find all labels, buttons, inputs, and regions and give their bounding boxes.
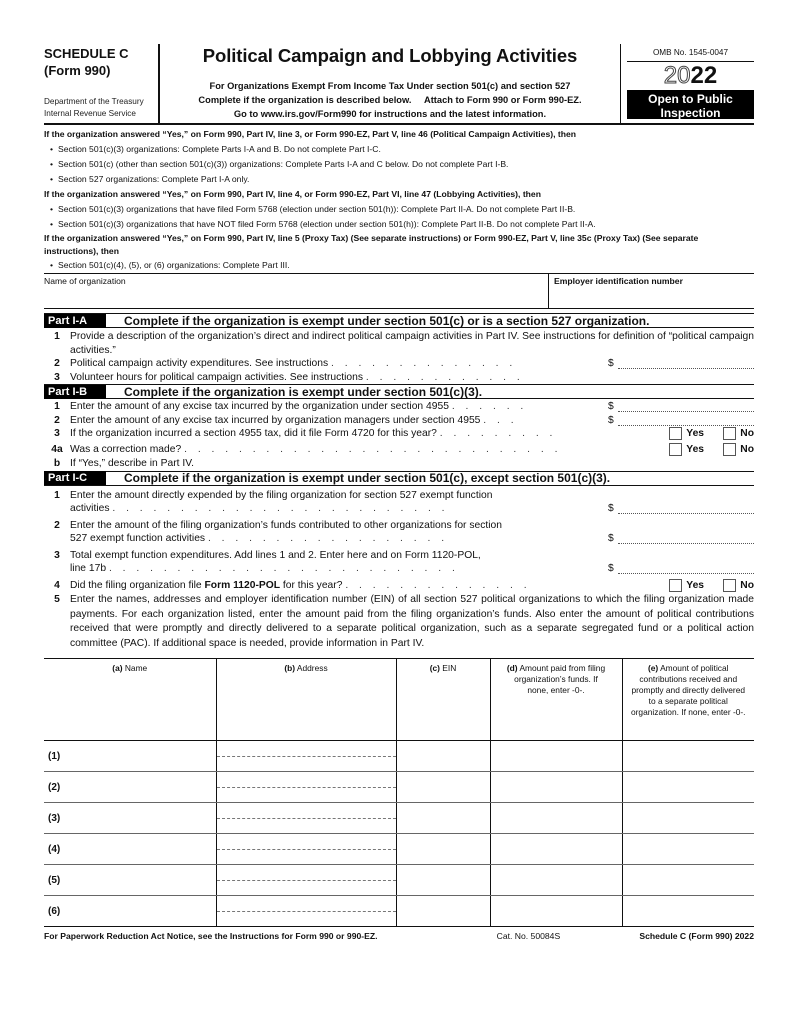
dollar-sign: $ — [608, 533, 614, 544]
part-ib-title: Complete if the organization is exempt under section 501(c)(3). — [124, 384, 483, 399]
dollar-sign: $ — [608, 401, 614, 412]
table-row — [44, 834, 754, 865]
year-outline: 20 — [663, 62, 691, 89]
ein-cell[interactable] — [396, 741, 490, 772]
contributions-cell[interactable] — [622, 896, 754, 927]
amount-input[interactable] — [618, 532, 754, 544]
yes-no-group — [669, 579, 754, 593]
leader-dots: . . . . . . — [451, 401, 528, 412]
no-label: No — [740, 428, 754, 439]
part-ic-line-1 — [44, 489, 754, 516]
no-checkbox[interactable] — [723, 579, 736, 592]
leader-dots: . . . . . . . . . . . . . . — [345, 579, 531, 591]
address-cell[interactable] — [216, 834, 396, 865]
yes-checkbox[interactable] — [669, 427, 682, 440]
part-ic-header — [44, 471, 754, 486]
column-header-ein: (c) EIN — [396, 659, 490, 741]
political-bullet: • Section 501(c) (other than section 501(c)(3)) organizations: Complete Parts I-A and C below. Do not complete Part I-B. — [44, 157, 754, 172]
irs-label: Internal Revenue Service — [44, 109, 136, 118]
omb-block — [620, 44, 754, 123]
amount-field[interactable] — [608, 357, 754, 371]
lobbying-bullet: • Section 501(c)(3) organizations that have NOT filed Form 5768 (election under section 501(h)): Complete Part II-B. Do not complete Part II-A. — [44, 217, 754, 232]
line-text-cont: activities — [70, 503, 110, 514]
hours-field[interactable] — [608, 371, 754, 384]
department-label: Department of the Treasury — [44, 97, 144, 106]
yes-no-group — [669, 443, 754, 457]
no-checkbox[interactable] — [723, 443, 736, 456]
amount-paid-cell[interactable] — [490, 834, 622, 865]
amount-paid-cell[interactable] — [490, 803, 622, 834]
line-text: Did the filing organization file — [70, 579, 205, 591]
part-ia-line-1 — [44, 330, 754, 357]
amount-input[interactable] — [618, 502, 754, 514]
amount-input[interactable] — [618, 414, 754, 426]
line-text: Total exempt function expenditures. Add lines 1 and 2. Enter here and on Form 1120-POL, — [70, 549, 481, 561]
line-text: If “Yes,” describe in Part IV. — [70, 458, 195, 469]
line-number: 3 — [54, 371, 60, 383]
line-number: 1 — [54, 401, 60, 412]
address-cell[interactable] — [216, 865, 396, 896]
column-header-contributions: (e) Amount of political contributions received and promptly and directly delivered to a separate political organization. If none, enter -0-. — [622, 659, 754, 741]
line-text-end: for this year? — [280, 579, 343, 591]
catalog-number: Cat. No. 50084S — [496, 931, 561, 941]
contributions-cell[interactable] — [622, 803, 754, 834]
subtitle-3: Go to www.irs.gov/Form990 for instructions and the latest information. — [233, 109, 547, 119]
part-ic-line-3 — [44, 549, 754, 576]
part-ib-header — [44, 384, 754, 399]
row-label[interactable]: (1) — [44, 741, 216, 772]
amount-field[interactable] — [608, 562, 754, 576]
form-label: (Form 990) — [44, 63, 111, 78]
line-text-cont: 527 exempt function activities — [70, 533, 206, 544]
yes-label: Yes — [686, 428, 705, 439]
leader-dots: . . . . . . . . . . . . . . — [331, 358, 517, 369]
amount-paid-cell[interactable] — [490, 865, 622, 896]
ein-field[interactable] — [548, 274, 754, 308]
row-label[interactable]: (4) — [44, 834, 216, 865]
yes-label: Yes — [686, 579, 705, 591]
amount-field[interactable] — [608, 400, 754, 414]
line-text: Volunteer hours for political campaign activities. See instructions — [70, 371, 364, 383]
form-subtitles — [160, 79, 620, 121]
dollar-sign: $ — [608, 503, 614, 514]
dollar-sign: $ — [608, 358, 614, 369]
form-page — [44, 44, 754, 941]
form-header — [44, 44, 754, 125]
table-row — [44, 896, 754, 927]
leader-dots: . . . — [483, 414, 518, 426]
part-ic-label: Part I-C — [44, 471, 106, 485]
lobbying-intro: If the organization answered “Yes,” on Form 990, Part IV, line 4, or Form 990-EZ, Part VI, line 47 (Lobbying Activities), then — [44, 189, 541, 199]
agency-block — [44, 96, 144, 120]
amount-field[interactable] — [608, 532, 754, 546]
line-number: 2 — [54, 414, 60, 426]
ein-cell[interactable] — [396, 896, 490, 927]
table-row — [44, 865, 754, 896]
no-label: No — [740, 443, 754, 455]
line-text: Enter the amount of the filing organization’s funds contributed to other organizations for section — [70, 519, 502, 531]
part-ib-label: Part I-B — [44, 385, 106, 399]
leader-dots: . . . . . . . . . . . . . . . . . . — [207, 533, 449, 544]
part-ia-line-2 — [44, 357, 754, 371]
amount-paid-cell[interactable] — [490, 741, 622, 772]
ein-label: Employer identification number — [554, 276, 683, 286]
subtitle-1: For Organizations Exempt From Income Tax Under section 501(c) and section 527 — [209, 81, 571, 91]
address-cell[interactable] — [216, 741, 396, 772]
amount-input[interactable] — [618, 400, 754, 412]
open-public-text: Open to Public — [648, 92, 733, 106]
no-checkbox[interactable] — [723, 427, 736, 440]
address-cell[interactable] — [216, 803, 396, 834]
table-row — [44, 772, 754, 803]
tax-year — [627, 62, 754, 90]
instructions — [44, 127, 754, 273]
part-ia-header — [44, 313, 754, 328]
leader-dots: . . . . . . . . . . . . . . . . . . . . . . . . . . — [108, 563, 459, 574]
yes-checkbox[interactable] — [669, 579, 682, 592]
subtitle-2: Complete if the organization is described below. Attach to Form 990 or Form 990-EZ. — [198, 95, 582, 105]
ein-cell[interactable] — [396, 772, 490, 803]
column-header-amount-paid: (d) Amount paid from filing organization’s funds. If none, enter -0-. — [490, 659, 622, 741]
part-ib-line-1 — [44, 400, 754, 414]
amount-field[interactable] — [608, 502, 754, 516]
line-text-cont: line 17b — [70, 563, 107, 574]
amount-input[interactable] — [618, 562, 754, 574]
part-ic-title: Complete if the organization is exempt under section 501(c), except section 501(c)(3). — [124, 471, 611, 485]
form-identifier: Schedule C (Form 990) 2022 — [639, 931, 754, 941]
line-number: 3 — [54, 428, 60, 439]
organization-row — [44, 273, 754, 309]
part-ib-line-3 — [44, 427, 754, 441]
schedule-label: SCHEDULE C — [44, 46, 129, 61]
part-ib-line-2 — [44, 414, 754, 428]
line-text: Was a correction made? — [70, 443, 182, 455]
line-text: If the organization incurred a section 4955 tax, did it file Form 4720 for this year? — [70, 428, 437, 439]
row-label[interactable]: (5) — [44, 865, 216, 896]
part-ia-line-3 — [44, 371, 754, 385]
line-text: Enter the names, addresses and employer identification number (EIN) of all section 527 political organizations to which the filing organization made payments. For each organization listed, enter the amount paid from the filing organization’s funds. Also enter the amount of political contributions received that were promptly and directly delivered to a separate political organization, such as a separate segregated fund or a political action committee (PAC). If additional space is needed, provide information in Part IV. — [70, 594, 754, 649]
hours-input[interactable] — [618, 371, 754, 383]
title-block — [160, 44, 620, 123]
ein-cell[interactable] — [396, 803, 490, 834]
lobbying-bullet: • Section 501(c)(3) organizations that have filed Form 5768 (election under section 501(h)): Complete Part II-A. Do not complete Part II-B. — [44, 202, 754, 217]
yes-no-group — [669, 427, 754, 441]
row-label[interactable]: (3) — [44, 803, 216, 834]
part-ib-line-4b — [44, 457, 754, 471]
yes-checkbox[interactable] — [669, 443, 682, 456]
part-ia-title: Complete if the organization is exempt under section 501(c) or is a section 527 organization. — [124, 313, 650, 328]
dollar-sign: $ — [608, 563, 614, 574]
table-row — [44, 803, 754, 834]
political-bullet: • Section 527 organizations: Complete Part I-A only. — [44, 172, 754, 187]
line-number: 3 — [54, 549, 60, 561]
line-text: Political campaign activity expenditures. See instructions — [70, 358, 329, 369]
paperwork-notice: For Paperwork Reduction Act Notice, see the Instructions for Form 990 or 990-EZ. — [44, 931, 378, 941]
ein-cell[interactable] — [396, 834, 490, 865]
year-bold: 22 — [690, 62, 718, 89]
contributions-cell[interactable] — [622, 865, 754, 896]
line-number: 2 — [54, 519, 60, 531]
line-number: 4a — [51, 443, 63, 455]
proxy-intro: If the organization answered “Yes,” on Form 990, Part IV, line 5 (Proxy Tax) (See separate instructions) or Form 990-EZ, Part V, line 35c (Proxy Tax) (See separate instructions), then — [44, 233, 699, 256]
dollar-sign: $ — [608, 414, 614, 426]
political-bullet: • Section 501(c)(3) organizations: Complete Parts I-A and B. Do not complete Part I-C. — [44, 142, 754, 157]
leader-dots: . . . . . . . . . . . . — [365, 371, 524, 383]
address-cell[interactable] — [216, 772, 396, 803]
line-number: 2 — [54, 358, 60, 369]
line-text: Enter the amount of any excise tax incurred by the organization under section 4955 — [70, 401, 449, 412]
line-number: 4 — [54, 579, 60, 591]
proxy-bullet: • Section 501(c)(4), (5), or (6) organizations: Complete Part III. — [44, 258, 754, 273]
organization-name-field[interactable] — [44, 274, 548, 308]
part-ib-line-4a — [44, 443, 754, 457]
address-cell[interactable] — [216, 896, 396, 927]
line-text: Enter the amount directly expended by the filing organization for section 527 exempt function — [70, 489, 493, 501]
line-text: Provide a description of the organization’s direct and indirect political campaign activities in Part IV. See instructions for definition of “political campaign activities.” — [70, 331, 754, 356]
political-orgs-table — [44, 658, 754, 927]
amount-paid-cell[interactable] — [490, 896, 622, 927]
line-text-bold: Form 1120-POL — [204, 579, 281, 591]
part-ic-line-5 — [44, 593, 754, 651]
organization-name-label: Name of organization — [44, 276, 126, 286]
political-intro: If the organization answered “Yes,” on Form 990, Part IV, line 3, or Form 990-EZ, Part V, line 46 (Political Campaign Activities), then — [44, 129, 577, 139]
column-header-address: (b) Address — [216, 659, 396, 741]
line-number: 1 — [54, 331, 60, 342]
contributions-cell[interactable] — [622, 741, 754, 772]
no-label: No — [740, 579, 754, 591]
omb-number: OMB No. 1545-0047 — [627, 48, 754, 62]
table-row — [44, 741, 754, 772]
amount-field[interactable] — [608, 414, 754, 428]
form-footer — [44, 931, 754, 941]
line-number: b — [53, 458, 61, 469]
part-ic-line-2 — [44, 519, 754, 546]
yes-label: Yes — [686, 443, 705, 455]
inspection-text: Inspection — [660, 106, 721, 120]
contributions-cell[interactable] — [622, 772, 754, 803]
column-header-name: (a) Name — [44, 659, 216, 741]
row-label[interactable]: (2) — [44, 772, 216, 803]
part-ia-label: Part I-A — [44, 314, 106, 328]
row-label[interactable]: (6) — [44, 896, 216, 927]
leader-dots: . . . . . . . . . — [439, 428, 557, 439]
table-header-row — [44, 659, 754, 741]
form-title: Political Campaign and Lobbying Activities — [202, 45, 578, 66]
form-id-block — [44, 44, 160, 123]
ein-cell[interactable] — [396, 865, 490, 896]
part-ic-line-4 — [44, 579, 754, 593]
line-number: 1 — [54, 489, 60, 501]
line-number: 5 — [54, 594, 60, 605]
open-to-public-badge — [627, 90, 754, 119]
leader-dots: . . . . . . . . . . . . . . . . . . . . . . . . . . . . — [184, 443, 562, 455]
amount-input[interactable] — [618, 357, 754, 369]
leader-dots: . . . . . . . . . . . . . . . . . . . . . . . . . — [112, 503, 449, 514]
contributions-cell[interactable] — [622, 834, 754, 865]
amount-paid-cell[interactable] — [490, 772, 622, 803]
line-text: Enter the amount of any excise tax incurred by organization managers under section 4955 — [70, 414, 481, 426]
